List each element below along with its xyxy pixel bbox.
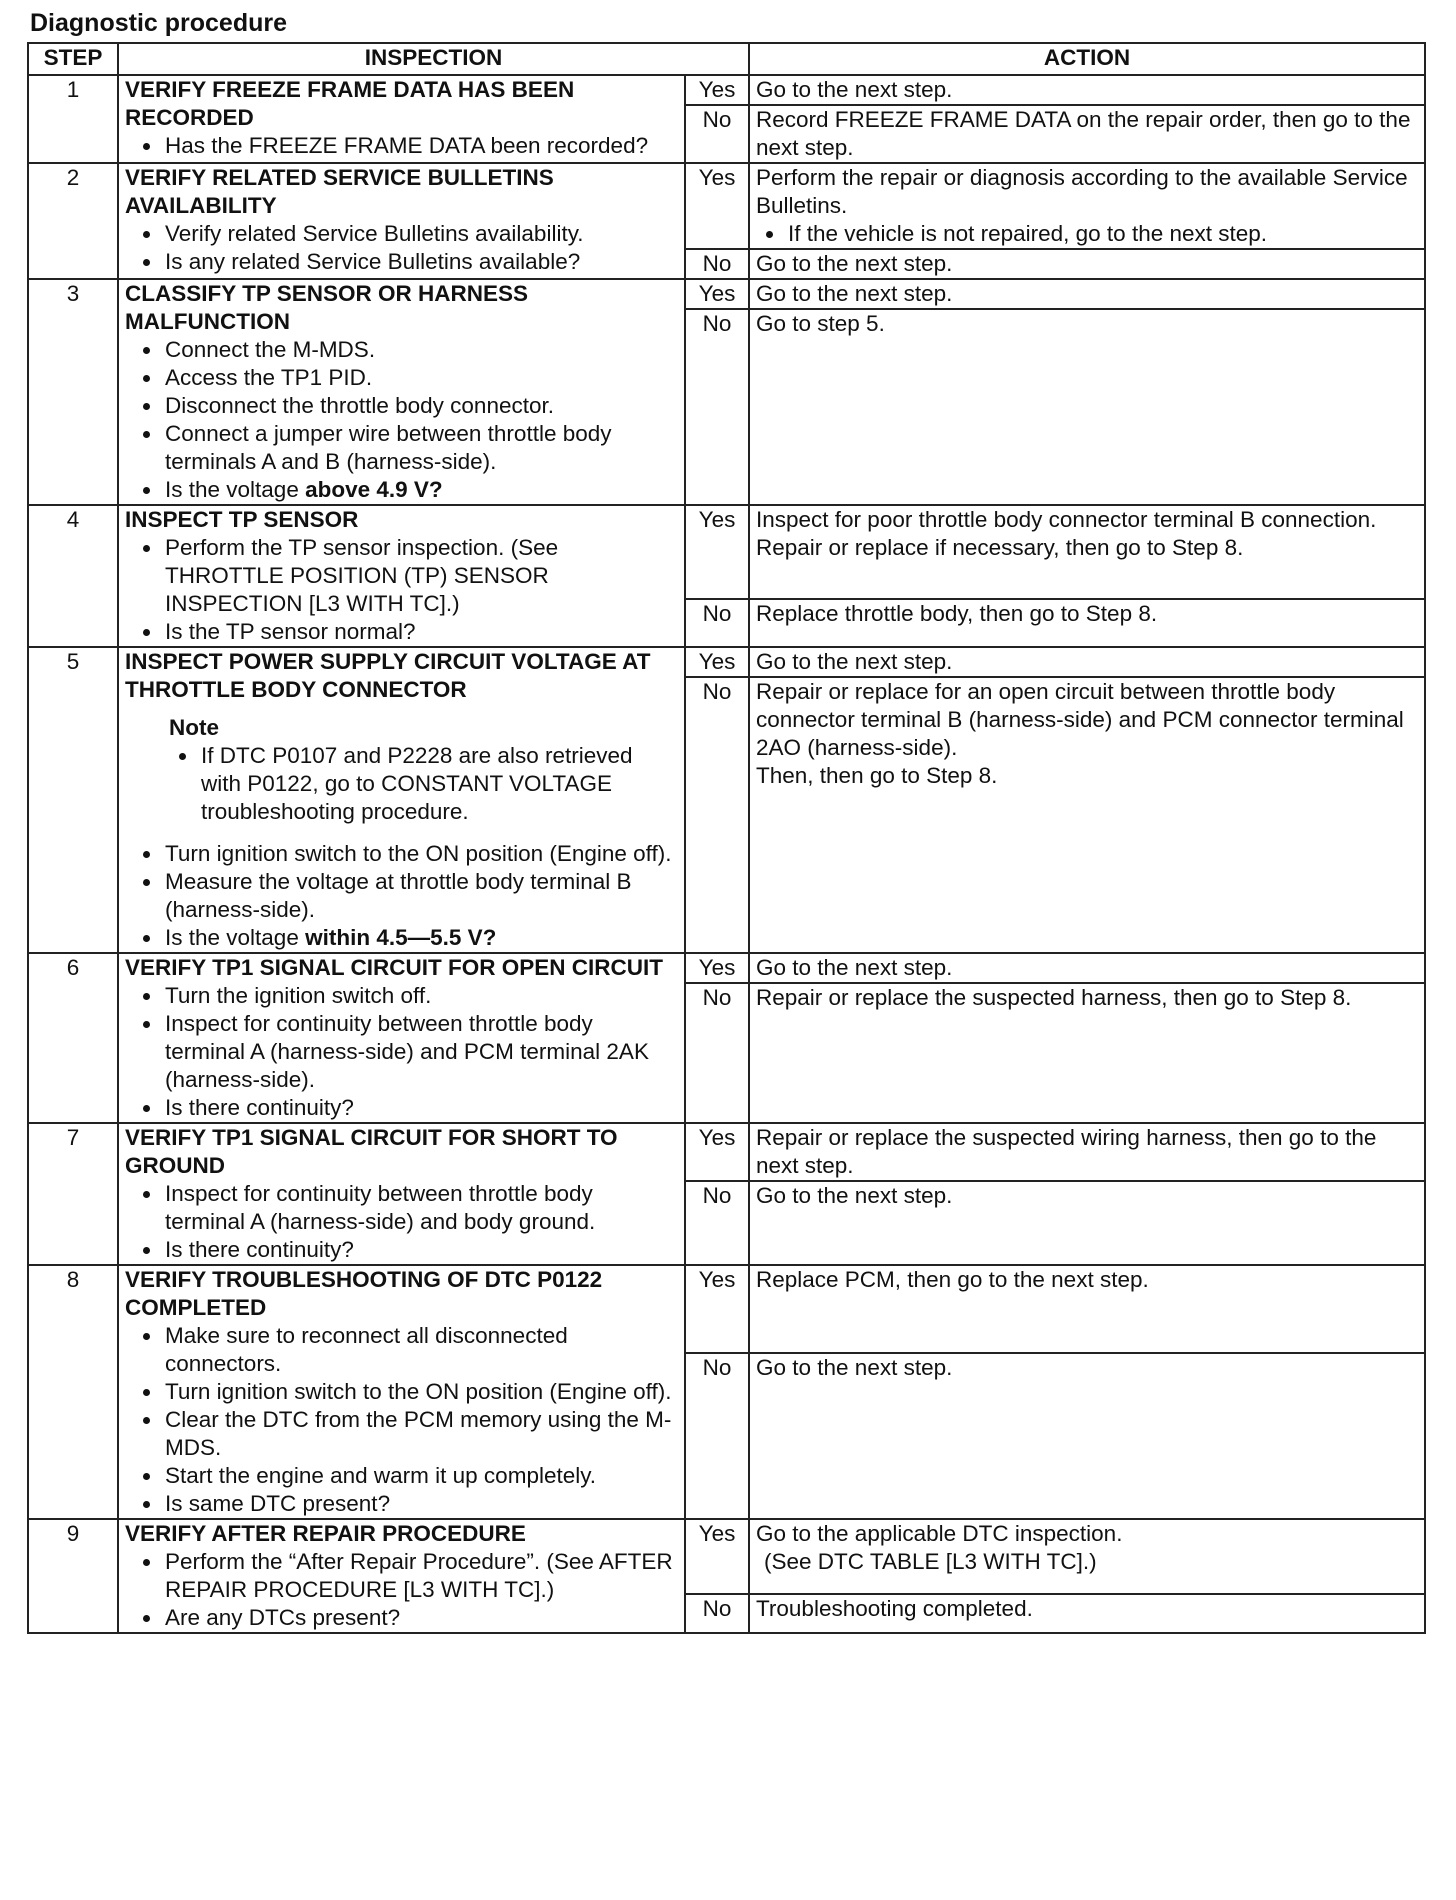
inspection-title: INSPECT POWER SUPPLY CIRCUIT VOLTAGE AT THROTTLE BODY CONNECTOR	[125, 649, 651, 702]
question-text: Is the voltage	[165, 477, 306, 502]
yes-label: Yes	[685, 279, 749, 309]
note-list	[125, 742, 678, 826]
no-label: No	[685, 105, 749, 163]
step-number: 3	[28, 279, 118, 505]
yes-label: Yes	[685, 75, 749, 105]
list-item: • Perform the TP sensor inspection. (See THROTTLE POSITION (TP) SENSOR INSPECTION [L3 WITH TC].)	[163, 534, 678, 618]
no-action: Record FREEZE FRAME DATA on the repair order, then go to the next step.	[749, 105, 1425, 163]
step-number: 6	[28, 953, 118, 1123]
list-item: • Is there continuity?	[163, 1094, 678, 1122]
inspection-list	[125, 220, 678, 276]
table-row	[28, 279, 1425, 309]
table-row	[28, 75, 1425, 105]
list-item: • Disconnect the throttle body connector.	[163, 392, 678, 420]
no-label: No	[685, 249, 749, 279]
inspection-cell	[118, 1265, 685, 1519]
inspection-cell	[118, 1519, 685, 1633]
yes-action: Go to the next step.	[749, 953, 1425, 983]
step-number: 8	[28, 1265, 118, 1519]
list-item: • Inspect for continuity between throttle body terminal A (harness-side) and body ground.	[163, 1180, 678, 1236]
yes-label: Yes	[685, 1265, 749, 1353]
table-row	[28, 505, 1425, 599]
no-action-cell	[749, 677, 1425, 953]
yes-action: Perform the repair or diagnosis according to the available Service Bulletins.	[756, 165, 1408, 218]
inspection-list	[125, 1322, 678, 1518]
no-label: No	[685, 309, 749, 505]
yes-action: Go to the next step.	[749, 279, 1425, 309]
page-title: Diagnostic procedure	[30, 9, 287, 37]
question-criterion: within 4.5—5.5 V?	[305, 925, 497, 950]
list-item: • Access the TP1 PID.	[163, 364, 678, 392]
yes-label: Yes	[685, 647, 749, 677]
list-item: • Is there continuity?	[163, 1236, 678, 1264]
no-label: No	[685, 599, 749, 647]
inspection-list	[125, 336, 678, 504]
list-item: • Clear the DTC from the PCM memory using the M-MDS.	[163, 1406, 678, 1462]
list-item: • Verify related Service Bulletins availability.	[163, 220, 678, 248]
yes-label: Yes	[685, 163, 749, 249]
inspection-list	[125, 534, 678, 646]
no-action: Repair or replace the suspected harness, then go to Step 8.	[749, 983, 1425, 1123]
inspection-list	[125, 132, 678, 160]
list-item: • Connect the M-MDS.	[163, 336, 678, 364]
note-title: Note	[169, 715, 219, 740]
inspection-list	[125, 1180, 678, 1264]
list-item: • Measure the voltage at throttle body terminal B (harness-side).	[163, 868, 678, 924]
list-item: • Has the FREEZE FRAME DATA been recorded?	[163, 132, 678, 160]
yes-action-list	[756, 220, 1418, 248]
list-item: • If the vehicle is not repaired, go to the next step.	[786, 220, 1418, 248]
step-number: 4	[28, 505, 118, 647]
list-item: • Inspect for continuity between throttle body terminal A (harness-side) and PCM terminal 2AK (harness-side).	[163, 1010, 678, 1094]
inspection-title: VERIFY RELATED SERVICE BULLETINS AVAILABILITY	[125, 165, 554, 218]
yes-label: Yes	[685, 953, 749, 983]
step-header: STEP	[28, 43, 118, 75]
yes-action: Go to the next step.	[749, 75, 1425, 105]
inspection-title: VERIFY TROUBLESHOOTING OF DTC P0122 COMPLETED	[125, 1267, 603, 1320]
list-item	[163, 924, 678, 952]
table-row	[28, 1265, 1425, 1353]
inspection-cell	[118, 279, 685, 505]
yes-action: Go to the next step.	[749, 647, 1425, 677]
yes-action: Go to the applicable DTC inspection.	[756, 1521, 1123, 1546]
inspection-title: VERIFY TP1 SIGNAL CIRCUIT FOR SHORT TO GROUND	[125, 1125, 618, 1178]
yes-action-cell	[749, 163, 1425, 249]
table-row	[28, 163, 1425, 249]
step-number: 1	[28, 75, 118, 163]
table-row	[28, 1123, 1425, 1181]
table-row	[28, 953, 1425, 983]
no-label: No	[685, 1181, 749, 1265]
action-header: ACTION	[749, 43, 1425, 75]
inspection-cell	[118, 75, 685, 163]
question-text: Is the voltage	[165, 925, 306, 950]
inspection-title: VERIFY FREEZE FRAME DATA HAS BEEN RECORDED	[125, 77, 575, 130]
list-item: • Turn ignition switch to the ON position (Engine off).	[163, 840, 678, 868]
list-item: • Is same DTC present?	[163, 1490, 678, 1518]
inspection-cell	[118, 953, 685, 1123]
no-label: No	[685, 677, 749, 953]
list-item: • Is any related Service Bulletins available?	[163, 248, 678, 276]
list-item: • Connect a jumper wire between throttle body terminals A and B (harness-side).	[163, 420, 678, 476]
list-item: • If DTC P0107 and P2228 are also retrieved with P0122, go to CONSTANT VOLTAGE troubleshooting procedure.	[199, 742, 678, 826]
no-label: No	[685, 1353, 749, 1519]
table-row	[28, 647, 1425, 677]
step-number: 2	[28, 163, 118, 279]
no-action-followup: Then, then go to Step 8.	[756, 763, 998, 788]
list-item: • Perform the “After Repair Procedure”. (See AFTER REPAIR PROCEDURE [L3 WITH TC].)	[163, 1548, 678, 1604]
no-action: Go to step 5.	[749, 309, 1425, 505]
no-action: Troubleshooting completed.	[749, 1594, 1425, 1633]
yes-label: Yes	[685, 505, 749, 599]
list-item: • Is the TP sensor normal?	[163, 618, 678, 646]
list-item: • Start the engine and warm it up completely.	[163, 1462, 678, 1490]
inspection-list	[125, 982, 678, 1122]
inspection-cell	[118, 505, 685, 647]
inspection-cell	[118, 647, 685, 953]
list-item: • Turn ignition switch to the ON position (Engine off).	[163, 1378, 678, 1406]
list-item: • Make sure to reconnect all disconnected connectors.	[163, 1322, 678, 1378]
step-number: 5	[28, 647, 118, 953]
diagnostic-table-container	[27, 42, 1426, 1634]
inspection-cell	[118, 163, 685, 279]
yes-action-cell	[749, 1519, 1425, 1594]
question-criterion: above 4.9 V?	[305, 477, 443, 502]
no-action: Go to the next step.	[749, 249, 1425, 279]
step-number: 9	[28, 1519, 118, 1633]
yes-action: Repair or replace the suspected wiring harness, then go to the next step.	[749, 1123, 1425, 1181]
inspection-title: INSPECT TP SENSOR	[125, 507, 359, 532]
yes-label: Yes	[685, 1123, 749, 1181]
list-item	[163, 476, 678, 504]
inspection-title: CLASSIFY TP SENSOR OR HARNESS MALFUNCTION	[125, 281, 528, 334]
inspection-header: INSPECTION	[118, 43, 749, 75]
table-header-row	[28, 43, 1425, 75]
inspection-cell	[118, 1123, 685, 1265]
yes-label: Yes	[685, 1519, 749, 1594]
no-action: Go to the next step.	[749, 1353, 1425, 1519]
no-action: Repair or replace for an open circuit between throttle body connector terminal B (harness-side) and PCM connector terminal 2AO (harness-side).	[756, 679, 1404, 760]
list-item: • Turn the ignition switch off.	[163, 982, 678, 1010]
inspection-title: VERIFY TP1 SIGNAL CIRCUIT FOR OPEN CIRCUIT	[125, 955, 663, 980]
yes-action-reference: (See DTC TABLE [L3 WITH TC].)	[764, 1549, 1097, 1574]
diagnostic-table	[27, 42, 1426, 1634]
no-action: Replace throttle body, then go to Step 8.	[749, 599, 1425, 647]
inspection-list	[125, 840, 678, 952]
yes-action: Inspect for poor throttle body connector terminal B connection. Repair or replace if necessary, then go to Step 8.	[749, 505, 1425, 599]
table-row	[28, 1519, 1425, 1594]
list-item: • Are any DTCs present?	[163, 1604, 678, 1632]
no-action: Go to the next step.	[749, 1181, 1425, 1265]
step-number: 7	[28, 1123, 118, 1265]
no-label: No	[685, 983, 749, 1123]
no-label: No	[685, 1594, 749, 1633]
inspection-title: VERIFY AFTER REPAIR PROCEDURE	[125, 1521, 526, 1546]
inspection-list	[125, 1548, 678, 1632]
yes-action: Replace PCM, then go to the next step.	[749, 1265, 1425, 1353]
